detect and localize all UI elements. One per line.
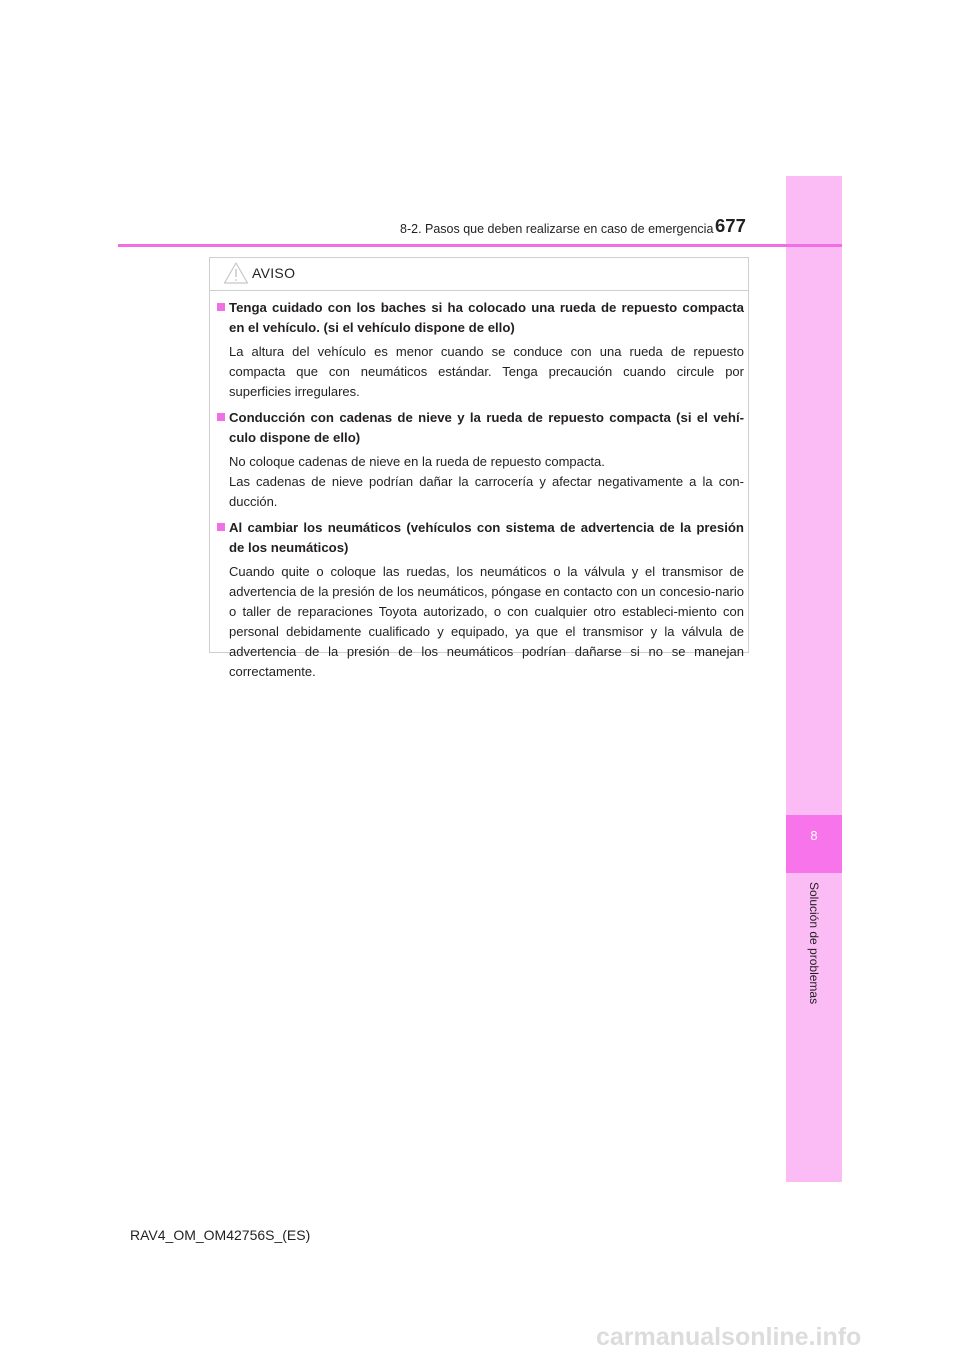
section-title: 8-2. Pasos que deben realizarse en caso de emergencia <box>400 222 714 236</box>
page-number: 677 <box>715 215 746 236</box>
document-code: RAV4_OM_OM42756S_(ES) <box>130 1227 311 1243</box>
section-heading-text: Conducción con cadenas de nieve y la rueda de repuesto compacta (si el vehí-culo dispone de ello) <box>229 410 744 445</box>
warning-box-body <box>217 298 744 688</box>
section-heading <box>217 408 744 448</box>
section-paragraph: La altura del vehículo es menor cuando se conduce con una rueda de repuesto compacta que con neumáticos estándar. Tenga precaución cuando circule por superficies irregulares. <box>229 344 744 399</box>
bullet-square-icon <box>217 523 225 531</box>
warning-section-spare-tire-bumps <box>217 298 744 402</box>
warning-section-tire-change <box>217 518 744 682</box>
side-chapter-tab-active <box>786 815 842 873</box>
section-body <box>217 452 744 512</box>
chapter-label: Solución de problemas <box>807 882 821 1005</box>
bullet-square-icon <box>217 413 225 421</box>
section-heading-text: Tenga cuidado con los baches si ha colocado una rueda de repuesto compacta en el vehículo. (si el vehículo dispone de ello) <box>229 300 744 335</box>
section-heading <box>217 518 744 558</box>
section-paragraph: Cuando quite o coloque las ruedas, los neumáticos o la válvula y el transmisor de advertencia de la presión de los neumáticos, póngase en contacto con un concesio-nario o taller de reparaciones Toyota autorizado, o con cualquier otro estableci-miento con personal debidamente cualificado y equipado, ya que el transmisor y la válvula de advertencia de la presión de los neumáticos podrían dañarse si no se manejan correctamente. <box>229 564 744 679</box>
section-heading-text: Al cambiar los neumáticos (vehículos con sistema de advertencia de la presión de los neumáticos) <box>229 520 744 555</box>
section-heading <box>217 298 744 338</box>
warning-section-snow-chains <box>217 408 744 512</box>
section-body <box>217 342 744 402</box>
side-chapter-tab <box>786 176 842 1182</box>
warning-triangle-icon <box>223 261 249 285</box>
header-rule <box>118 244 842 247</box>
bullet-square-icon <box>217 303 225 311</box>
warning-box-header <box>210 258 748 291</box>
section-paragraph: No coloque cadenas de nieve en la rueda de repuesto compacta. <box>229 454 605 469</box>
section-paragraph: Las cadenas de nieve podrían dañar la carrocería y afectar negativamente a la con-ducción. <box>229 474 744 509</box>
chapter-number: 8 <box>810 828 818 843</box>
warning-box-title: AVISO <box>252 265 296 281</box>
section-body <box>217 562 744 682</box>
watermark: carmanualsonline.info <box>596 1323 862 1351</box>
warning-box <box>209 257 749 679</box>
